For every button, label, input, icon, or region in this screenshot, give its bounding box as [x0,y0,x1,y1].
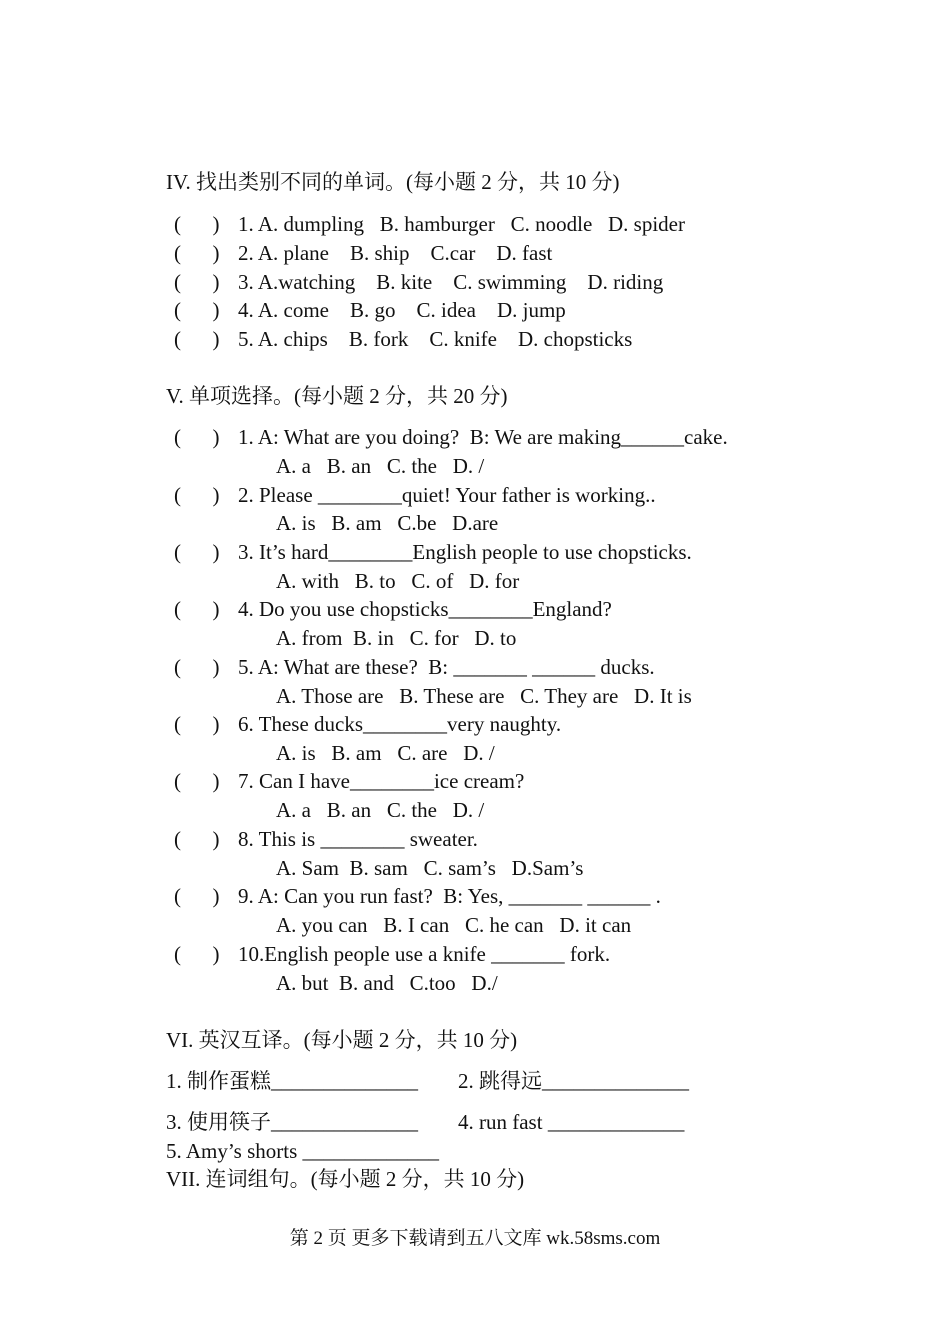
list-item [174,296,566,324]
question-row [174,825,478,853]
item-text: 2. A. plane B. ship C.car D. fast [238,241,553,265]
question-options: A. is B. am C.be D.are [276,511,499,535]
question-text: 5. A: What are these? B: _______ ______ ducks. [238,655,655,679]
answer-parentheses[interactable]: ( ) [174,655,220,679]
question-text: 2. Please ________quiet! Your father is working.. [238,483,656,507]
question-options: A. a B. an C. the D. / [276,798,485,822]
question-row [174,710,561,738]
question-options: A. a B. an C. the D. / [276,454,485,478]
translation-q3: 3. 使用筷子______________ [166,1110,418,1134]
question-row [174,481,656,509]
section-v-heading: V. 单项选择。(每小题 2 分，共 20 分) [166,384,508,408]
answer-parentheses[interactable]: ( ) [174,942,220,966]
question-text: 8. This is ________ sweater. [238,827,478,851]
question-row [174,940,610,968]
translation-q1: 1. 制作蛋糕______________ [166,1069,418,1093]
translation-q4: 4. run fast _____________ [458,1110,685,1134]
question-text: 3. It’s hard________English people to use chopsticks. [238,540,692,564]
answer-parentheses[interactable]: ( ) [174,327,220,351]
question-text: 9. A: Can you run fast? B: Yes, _______ ______ . [238,884,661,908]
question-text: 1. A: What are you doing? B: We are making______cake. [238,425,728,449]
item-text: 1. A. dumpling B. hamburger C. noodle D. spider [238,212,685,236]
question-text: 10.English people use a knife _______ fork. [238,942,611,966]
question-options: A. from B. in C. for D. to [276,626,517,650]
item-text: 3. A.watching B. kite C. swimming D. riding [238,270,664,294]
section-iv-heading: IV. 找出类别不同的单词。(每小题 2 分，共 10 分) [166,170,620,194]
question-options: A. Those are B. These are C. They are D. It is [276,684,692,708]
translation-q5: 5. Amy’s shorts _____________ [166,1139,440,1163]
answer-parentheses[interactable]: ( ) [174,483,220,507]
answer-parentheses[interactable]: ( ) [174,827,220,851]
question-text: 4. Do you use chopsticks________England? [238,597,612,621]
question-row [174,767,524,795]
question-row [174,538,692,566]
answer-parentheses[interactable]: ( ) [174,712,220,736]
list-item [174,268,663,296]
list-item [174,325,632,353]
answer-parentheses[interactable]: ( ) [174,241,220,265]
item-text: 4. A. come B. go C. idea D. jump [238,298,566,322]
answer-parentheses[interactable]: ( ) [174,212,220,236]
question-row [174,423,728,451]
answer-parentheses[interactable]: ( ) [174,425,220,449]
question-options: A. Sam B. sam C. sam’s D.Sam’s [276,856,584,880]
question-options: A. you can B. I can C. he can D. it can [276,913,632,937]
list-item [174,210,685,238]
item-text: 5. A. chips B. fork C. knife D. chopsticks [238,327,633,351]
page-footer: 第 2 页 更多下载请到五八文库 wk.58sms.com [289,1228,661,1249]
answer-parentheses[interactable]: ( ) [174,884,220,908]
question-text: 6. These ducks________very naughty. [238,712,562,736]
translation-q2: 2. 跳得远______________ [458,1069,689,1093]
answer-parentheses[interactable]: ( ) [174,769,220,793]
answer-parentheses[interactable]: ( ) [174,597,220,621]
question-text: 7. Can I have________ice cream? [238,769,525,793]
question-options: A. but B. and C.too D./ [276,971,498,995]
section-vii-heading: VII. 连词组句。(每小题 2 分，共 10 分) [166,1167,525,1191]
section-vi-heading: VI. 英汉互译。(每小题 2 分，共 10 分) [166,1028,518,1052]
answer-parentheses[interactable]: ( ) [174,298,220,322]
question-row [174,882,661,910]
question-row [174,595,612,623]
question-options: A. is B. am C. are D. / [276,741,495,765]
answer-parentheses[interactable]: ( ) [174,540,220,564]
list-item [174,239,552,267]
answer-parentheses[interactable]: ( ) [174,270,220,294]
question-row [174,653,655,681]
question-options: A. with B. to C. of D. for [276,569,520,593]
